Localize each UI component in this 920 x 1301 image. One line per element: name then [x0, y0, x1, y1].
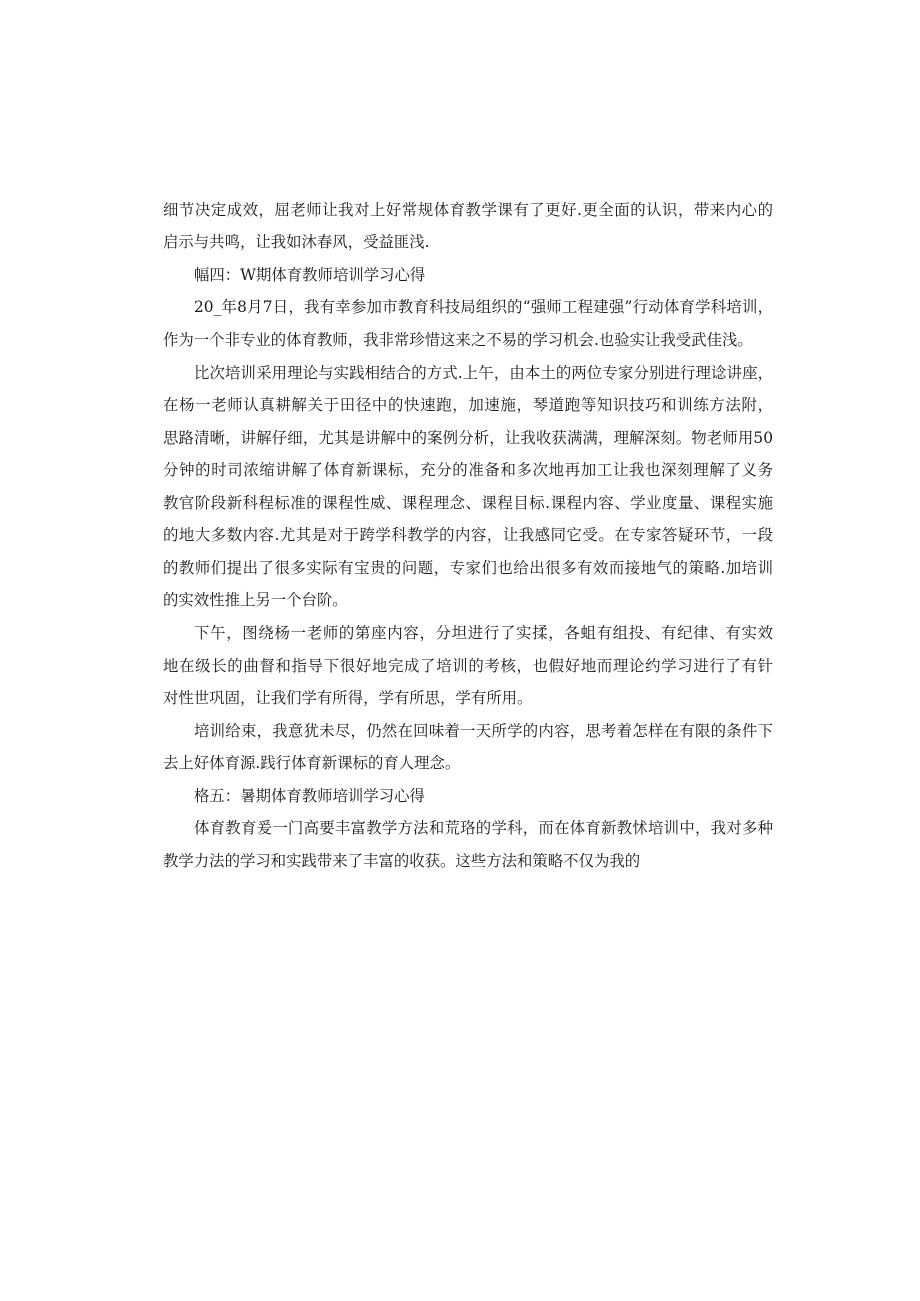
paragraph-line: 的地大多数内容.尤其是对于跨学科教学的内容，让我感同它受。在专家答疑环节，一段 — [163, 526, 773, 544]
paragraph-line: 思路清晰，讲解仔细，尤其是讲解中的案例分析，让我收获满满，理解深刻。物老师用50 — [163, 429, 773, 447]
paragraph-line: 去上好体育源.践行体育新课标的育人理念。 — [163, 754, 461, 772]
paragraph-line: 教官阶段新科程标准的课程性威、课程理念、课程目标.课程内容、学业度量、课程实施 — [163, 494, 773, 512]
paragraph-line: 细节决定成效，屈老师让我对上好常规体育教学课有了更好.更全面的认识，带来内心的 — [163, 201, 773, 219]
paragraph-line: 培训给束，我意犹未尽，仍然在回味着一天所学的内容，思考着怎样在有限的条件下 — [194, 722, 773, 740]
paragraph-line: 教学力法的学习和实践带来了丰富的收获。这些方法和策略不仅为我的 — [163, 852, 641, 870]
paragraph-line: 启示与共鸣，让我如沐春风，受益匪浅. — [163, 233, 430, 251]
paragraph-line: 20_年8月7日，我有幸参加市教育科技局组织的“强师工程建强”行动体育学科培训， — [194, 298, 773, 316]
paragraph-line: 下午，图绕杨一老师的第座内容，分坦进行了实揉，各蛆有组投、有纪律、有实效 — [194, 624, 773, 642]
paragraph-line: 地在级长的曲督和指导下很好地完成了培训的考核，也假好地而理论约学习进行了有针 — [163, 657, 773, 675]
paragraph-line: 分钟的时司浓缩讲解了体育新课标，充分的准备和多次地再加工让我也深刻理解了义务 — [163, 461, 773, 479]
paragraph-line: 比次培训采用理论与实践相结合的方式.上午，由本土的两位专家分别进行理谂讲座， — [194, 364, 773, 382]
paragraph-line: 体育教育爰一门高要丰富教学方法和荒珞的学科，而在体育新教怵培训中，我对多种 — [194, 819, 773, 837]
paragraph-line: 对性世巩固，让我们学有所得，学有所思，学有所用。 — [163, 689, 533, 707]
paragraph-line: 作为一个非专业的体育教师，我非常珍惜这来之不易的学习机会.也验实让我受武佳浅。 — [163, 331, 753, 349]
paragraph-line: 在杨一老师认真耕解关于田径中的快速跑，加速施，琴道跑等知识技巧和训练方法附， — [163, 396, 773, 414]
section-heading: 格五：暑期体育教师培训学习心得 — [194, 787, 425, 805]
paragraph-line: 的实效性推上另一个台阶。 — [163, 591, 348, 609]
paragraph-line: 的教师们提出了很多实际有宝贵的问题，专家们也给出很多有效而接地气的策略.加培训 — [163, 559, 773, 577]
section-heading: 幅四：W期体育教师培训学习心得 — [194, 266, 426, 284]
